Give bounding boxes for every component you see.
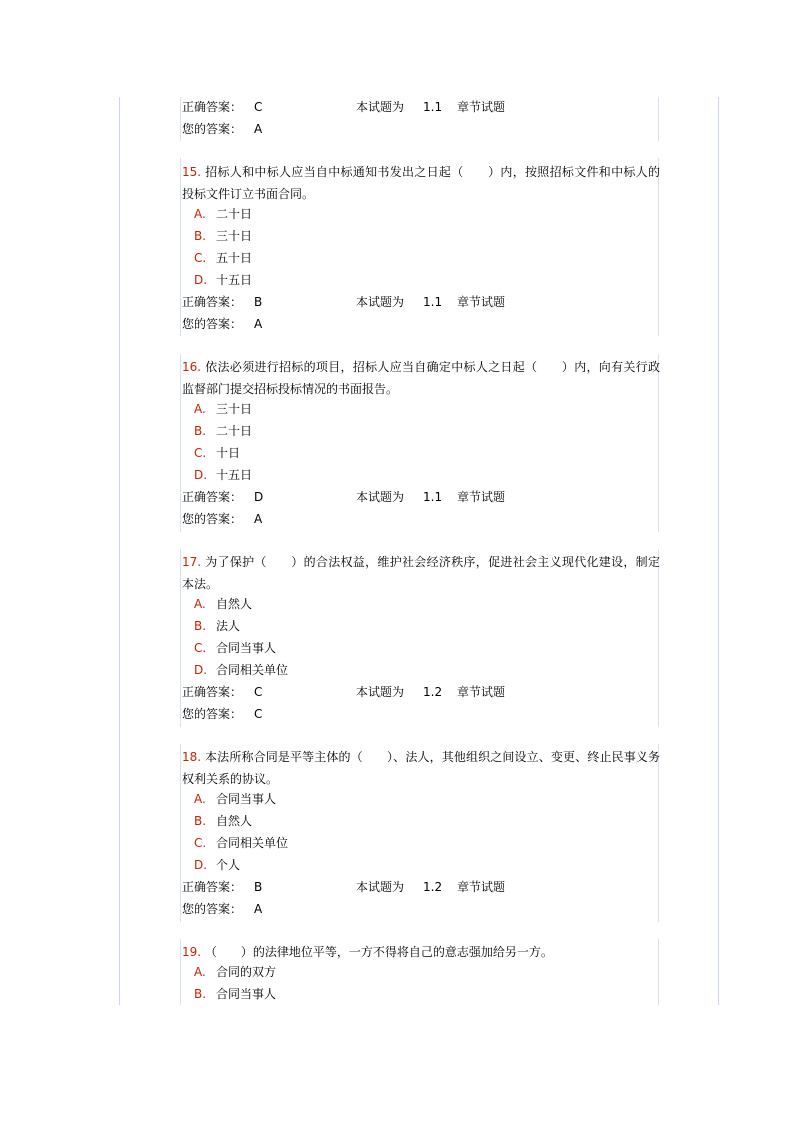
correct-answer-value: C: [254, 100, 263, 114]
option-text: 合同当事人: [216, 987, 277, 1001]
option-c: [194, 444, 240, 462]
question-number: 17.: [182, 555, 202, 569]
your-answer-value: C: [254, 707, 263, 721]
correct-answer-value: C: [254, 685, 263, 699]
chapter-label: 章节试题: [457, 295, 506, 309]
your-answer-label: 您的答案：: [182, 317, 243, 331]
option-text: 合同相关单位: [216, 663, 289, 677]
option-key: A.: [194, 792, 206, 806]
option-text: 十五日: [216, 273, 253, 287]
score-label: 本试题为: [356, 100, 405, 114]
score-label: 本试题为: [356, 880, 405, 894]
option-key: B.: [194, 987, 207, 1001]
chapter-label: 章节试题: [457, 880, 506, 894]
your-answer-row: [0, 120, 794, 138]
correct-answer-value: B: [254, 880, 263, 894]
option-key: A.: [194, 597, 206, 611]
option-key: A.: [194, 402, 206, 416]
your-answer-value: A: [254, 122, 263, 136]
your-answer-value: A: [254, 317, 263, 331]
option-text: 十五日: [216, 468, 253, 482]
your-answer-row: [0, 705, 794, 723]
option-text: 个人: [216, 858, 241, 872]
option-text: 合同的双方: [216, 965, 277, 979]
option-text: 二十日: [216, 207, 253, 221]
option-key: D.: [194, 858, 208, 872]
option-a: [194, 205, 252, 223]
option-text: 二十日: [216, 424, 253, 438]
option-b: [194, 812, 252, 830]
option-a: [194, 400, 252, 418]
your-answer-row: [0, 315, 794, 333]
score-value: 1.2: [423, 685, 443, 699]
question-stem: 为了保护（ ）的合法权益，维护社会经济秩序，促进社会主义现代化建设，制定本法。: [182, 555, 660, 591]
question-text: [182, 746, 660, 790]
option-a: [194, 963, 276, 981]
option-text: 合同当事人: [216, 641, 277, 655]
option-c: [194, 834, 288, 852]
option-b: [194, 227, 252, 245]
option-text: 自然人: [216, 597, 253, 611]
option-key: B.: [194, 814, 207, 828]
correct-answer-label: 正确答案：: [182, 490, 243, 504]
chapter-label: 章节试题: [457, 490, 506, 504]
option-key: B.: [194, 229, 207, 243]
option-key: A.: [194, 207, 206, 221]
your-answer-label: 您的答案：: [182, 122, 243, 136]
correct-answer-row: [0, 683, 794, 701]
option-a: [194, 790, 276, 808]
option-key: D.: [194, 468, 208, 482]
option-key: A.: [194, 965, 206, 979]
left-border-line: [119, 97, 120, 1005]
option-d: [194, 661, 288, 679]
your-answer-row: [0, 510, 794, 528]
score-value: 1.2: [423, 880, 443, 894]
option-text: 五十日: [216, 251, 253, 265]
right-border-line: [718, 97, 719, 1005]
option-key: C.: [194, 836, 207, 850]
question-number: 15.: [182, 165, 202, 179]
option-key: D.: [194, 663, 208, 677]
question-number: 19.: [182, 945, 202, 959]
question-stem: （ ）的法律地位平等，一方不得将自己的意志强加给另一方。: [204, 945, 553, 959]
score-label: 本试题为: [356, 295, 405, 309]
option-text: 十日: [216, 446, 241, 460]
option-key: B.: [194, 424, 207, 438]
question-text: [182, 941, 660, 963]
question-stem: 依法必须进行招标的项目，招标人应当自确定中标人之日起（ ）内，向有关行政监督部门提交招标投标情况的书面报告。: [182, 360, 660, 396]
correct-answer-value: D: [254, 490, 264, 504]
option-d: [194, 856, 240, 874]
your-answer-label: 您的答案：: [182, 902, 243, 916]
option-text: 三十日: [216, 229, 253, 243]
question-number: 18.: [182, 750, 202, 764]
option-key: D.: [194, 273, 208, 287]
correct-answer-label: 正确答案：: [182, 100, 243, 114]
option-key: C.: [194, 446, 207, 460]
question-stem: 招标人和中标人应当自中标通知书发出之日起（ ）内，按照招标文件和中标人的投标文件订立书面合同。: [182, 165, 660, 201]
correct-answer-value: B: [254, 295, 263, 309]
correct-answer-row: [0, 293, 794, 311]
correct-answer-label: 正确答案：: [182, 685, 243, 699]
question-text: [182, 161, 660, 205]
your-answer-row: [0, 900, 794, 918]
option-d: [194, 466, 252, 484]
option-text: 三十日: [216, 402, 253, 416]
correct-answer-row: [0, 98, 794, 116]
option-b: [194, 985, 276, 1003]
option-a: [194, 595, 252, 613]
correct-answer-label: 正确答案：: [182, 295, 243, 309]
option-c: [194, 249, 252, 267]
your-answer-label: 您的答案：: [182, 707, 243, 721]
option-b: [194, 617, 240, 635]
your-answer-value: A: [254, 902, 263, 916]
score-value: 1.1: [423, 490, 443, 504]
option-key: C.: [194, 251, 207, 265]
score-value: 1.1: [423, 100, 443, 114]
question-stem: 本法所称合同是平等主体的（ ）、法人，其他组织之间设立、变更、终止民事义务权利关系的协议。: [182, 750, 660, 786]
question-number: 16.: [182, 360, 202, 374]
option-text: 法人: [216, 619, 241, 633]
question-text: [182, 551, 660, 595]
score-value: 1.1: [423, 295, 443, 309]
option-b: [194, 422, 252, 440]
your-answer-label: 您的答案：: [182, 512, 243, 526]
option-text: 合同相关单位: [216, 836, 289, 850]
block-border-left: [180, 939, 181, 1005]
your-answer-value: A: [254, 512, 263, 526]
option-c: [194, 639, 276, 657]
correct-answer-row: [0, 878, 794, 896]
score-label: 本试题为: [356, 490, 405, 504]
correct-answer-label: 正确答案：: [182, 880, 243, 894]
chapter-label: 章节试题: [457, 100, 506, 114]
option-key: C.: [194, 641, 207, 655]
chapter-label: 章节试题: [457, 685, 506, 699]
option-d: [194, 271, 252, 289]
option-text: 自然人: [216, 814, 253, 828]
correct-answer-row: [0, 488, 794, 506]
question-text: [182, 356, 660, 400]
score-label: 本试题为: [356, 685, 405, 699]
option-text: 合同当事人: [216, 792, 277, 806]
option-key: B.: [194, 619, 207, 633]
